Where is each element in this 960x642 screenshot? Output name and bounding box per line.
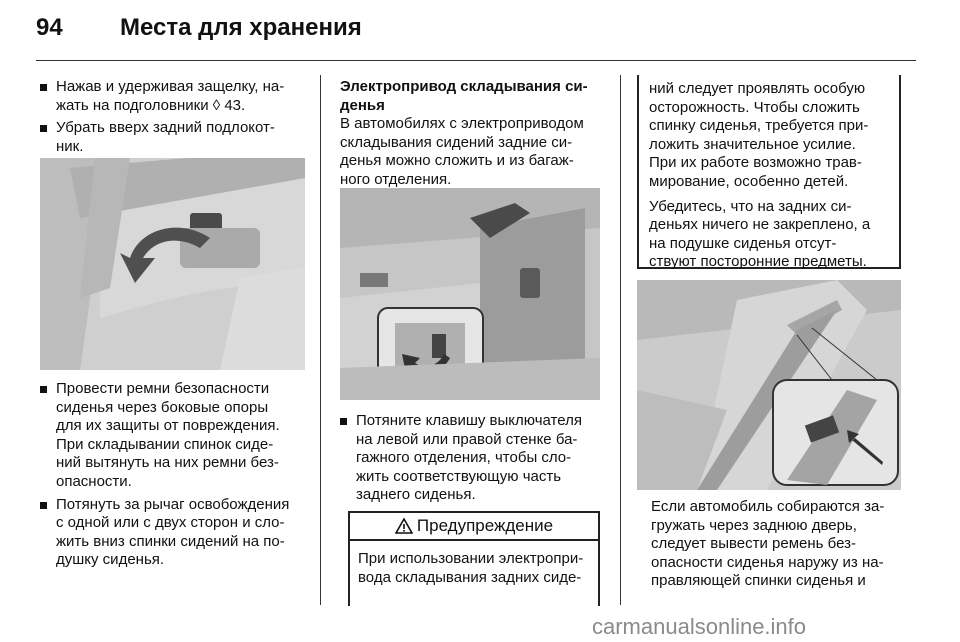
middle-text-top bbox=[340, 78, 608, 190]
bullet-square-icon bbox=[40, 386, 47, 393]
right-bottom-text bbox=[651, 498, 906, 591]
warning-continuation-box bbox=[637, 75, 901, 269]
bullet-line: жить вниз спинки сидений на по- bbox=[56, 532, 285, 550]
bullet-line: с одной или с двух сторон и сло- bbox=[56, 514, 285, 532]
warning-line: вода складывания задних сиде- bbox=[358, 568, 582, 586]
warning-line: При использовании электропри- bbox=[358, 550, 584, 567]
warning-paragraph: Убедитесь, что на задних си- деньях ничего не закреплено, а на подушке сиденья отсут- ствуют посторонние предметы. bbox=[649, 197, 871, 271]
bullet-line: жать на подголовники ◊ 43. bbox=[56, 96, 246, 114]
bullet-line: Провести ремни безопасности bbox=[56, 380, 270, 397]
cargo-switch-illustration bbox=[340, 188, 600, 400]
header-rule bbox=[36, 60, 916, 61]
bullet-line: заднего сиденья. bbox=[356, 486, 476, 504]
bullet-line: ний вытянуть на них ремни без- bbox=[56, 454, 279, 472]
bullet-item bbox=[340, 412, 608, 505]
headrest-latch-illustration bbox=[40, 158, 305, 370]
watermark: carmanualsonline.info bbox=[592, 614, 807, 639]
bullet-line: Нажав и удерживая защелку, на- bbox=[56, 78, 285, 95]
bullet-line: При складывании спинок сиде- bbox=[56, 435, 274, 453]
section-body: В автомобилях с электроприводом складывания сидений задние си- денья можно сложить и из багаж- ного отделения. bbox=[340, 115, 584, 188]
seatbelt-guide-illustration bbox=[637, 280, 901, 490]
warning-header bbox=[348, 511, 600, 541]
bullet-line: ник. bbox=[56, 137, 84, 155]
column-divider-1 bbox=[320, 75, 321, 605]
section-heading: Электропривод складывания си- денья bbox=[340, 78, 588, 114]
bullet-line: Потянуть за рычаг освобождения bbox=[56, 495, 290, 513]
page-number: 94 bbox=[36, 14, 63, 41]
left-bullets-top bbox=[40, 78, 310, 156]
bullet-square-icon bbox=[40, 125, 47, 132]
bullet-line: Убрать вверх задний подлокот- bbox=[56, 119, 275, 137]
bullet-line: опасности. bbox=[56, 472, 132, 490]
bullet-item bbox=[40, 380, 310, 492]
bullet-item bbox=[40, 496, 310, 570]
warning-paragraph: ний следует проявлять особую осторожность. Чтобы сложить спинку сиденья, требуется при- ложить значительное усилие. При их работе возможно трав- мирование, особенно детей. bbox=[649, 80, 869, 190]
column-divider-2 bbox=[620, 75, 621, 605]
bullet-square-icon bbox=[40, 84, 47, 91]
bullet-line: для их защиты от повреждения. bbox=[56, 417, 280, 435]
bullet-line: Потяните клавишу выключателя bbox=[356, 412, 582, 429]
paragraph: Если автомобиль собираются за- гружать через заднюю дверь, следует вывести ремень без- опасности сиденья наружу из на- правляющей спинки сиденья и bbox=[651, 498, 885, 590]
warning-title: Предупреждение bbox=[416, 516, 554, 535]
bullet-square-icon bbox=[340, 418, 347, 425]
bullet-item bbox=[40, 78, 310, 115]
bullet-line: сиденья через боковые опоры bbox=[56, 398, 269, 416]
bullet-line: жить соответствующую часть bbox=[356, 467, 562, 485]
bullet-line: на левой или правой стенке ба- bbox=[356, 430, 578, 448]
bullet-square-icon bbox=[40, 502, 47, 509]
middle-bullet bbox=[340, 412, 608, 505]
warning-triangle-icon bbox=[395, 518, 413, 534]
bullet-item bbox=[40, 119, 310, 156]
warning-body bbox=[348, 540, 600, 606]
left-bullets-bottom bbox=[40, 380, 310, 570]
page-title: Места для хранения bbox=[120, 14, 362, 41]
bullet-line: душку сиденья. bbox=[56, 551, 165, 569]
bullet-line: гажного отделения, чтобы сло- bbox=[356, 449, 572, 467]
